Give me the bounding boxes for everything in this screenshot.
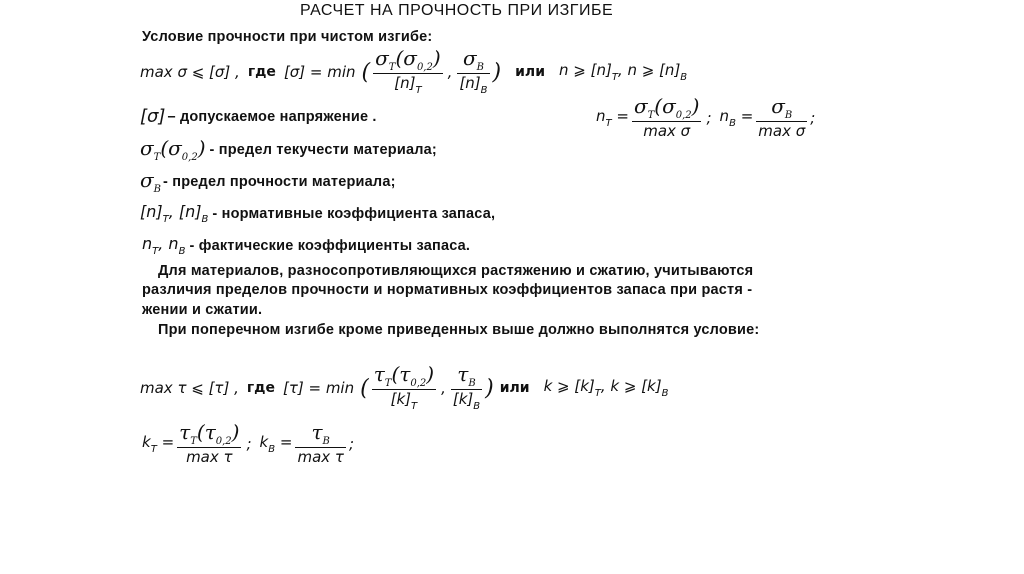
open-paren: ( <box>360 375 369 401</box>
word-or: или <box>515 64 545 80</box>
fraction-tau-ultimate-over-max: $\frac{\tau_B}{\text{max τ}}$ <box>297 419 344 467</box>
word-where: где <box>247 64 276 80</box>
shear-factor-condition: k ⩾ $[k]_T$, k ⩾ $[k]_B$ <box>543 377 669 399</box>
paragraph-2: При поперечном изгибе кроме приведенных выше должно выполнятся условие: <box>158 322 760 338</box>
formula-allowable-min: [σ] = min <box>283 63 356 81</box>
fraction-tau-ultimate-over-norm: $\frac{\tau_B}{[k]_B}$ <box>452 361 481 412</box>
shear-condition-formula <box>140 356 668 420</box>
close-paren: ) <box>492 59 502 85</box>
fraction-ultimate-over-max: $\frac{\sigma_B}{\text{max σ}}$ <box>758 93 806 141</box>
comma-sep: , <box>447 63 453 81</box>
formula-max-sigma: max σ ⩽ [σ] , <box>140 63 240 81</box>
fraction-ultimate-over-norm: $\frac{\sigma_B}{[n]_B}$ <box>459 45 488 96</box>
def-actual-factors: $n_T$, $n_B$ - фактические коэффициенты запаса. <box>142 234 471 257</box>
fraction-yield-over-norm: $\frac{\sigma_T(\sigma_{0,2})}{[n]_T}$ <box>375 45 441 96</box>
strength-condition-heading: Условие прочности при чистом изгибе: <box>142 29 433 45</box>
def-yield-strength: $\sigma_T(\sigma_{0,2})$ - предел текучести материала; <box>140 136 437 163</box>
fraction-tau-yield-over-max: $\frac{\tau_T(\tau_{0,2})}{\text{max τ}}$ <box>179 419 240 467</box>
def-normative-factors: $[n]_T$, $[n]_B$ - нормативные коэффициента запаса, <box>140 202 496 225</box>
slide-title: РАСЧЕТ НА ПРОЧНОСТЬ ПРИ ИЗГИБЕ <box>300 2 614 19</box>
word-or: или <box>499 380 530 396</box>
comma-sep: , <box>441 379 446 397</box>
shear-actual-factor-formulas: $k_T$ = $\frac{\tau_T(\tau_{0,2})}{\text{max τ}}$ ; $k_B$ = $\frac{\tau_B}{\text{max τ}}$ ; <box>142 419 354 467</box>
safety-factor-condition: n ⩾ $[n]_T$, n ⩾ $[n]_B$ <box>559 61 688 83</box>
open-paren: ( <box>361 59 371 85</box>
actual-factor-formulas: $n_T$ = $\frac{\sigma_T(\sigma_{0,2})}{\text{max σ}}$ ; $n_B$ = $\frac{\sigma_B}{\text{max σ}}$ ; <box>596 93 816 141</box>
word-where: где <box>246 380 275 396</box>
formula-allowable-tau-min: [τ] = min <box>282 379 355 397</box>
paragraph-1-line-3: жении и сжатии. <box>142 302 263 318</box>
paragraph-1-line-1: Для материалов, разносопротивляющихся растяжению и сжатию, учитываются <box>158 263 754 279</box>
fraction-yield-over-max: $\frac{\sigma_T(\sigma_{0,2})}{\text{max σ}}$ <box>633 93 700 141</box>
formula-max-tau: max τ ⩽ [τ] , <box>140 379 239 397</box>
def-ultimate-strength: $\sigma_B$ - предел прочности материала; <box>140 168 396 195</box>
fraction-tau-yield-over-norm: $\frac{\tau_T(\tau_{0,2})}{[k]_T}$ <box>373 361 435 412</box>
paragraph-1-line-2: различия пределов прочности и нормативных коэффициентов запаса при растя - <box>142 282 753 298</box>
close-paren: ) <box>485 375 494 401</box>
def-allowable-stress: [σ] – допускаемое напряжение . <box>140 106 377 127</box>
